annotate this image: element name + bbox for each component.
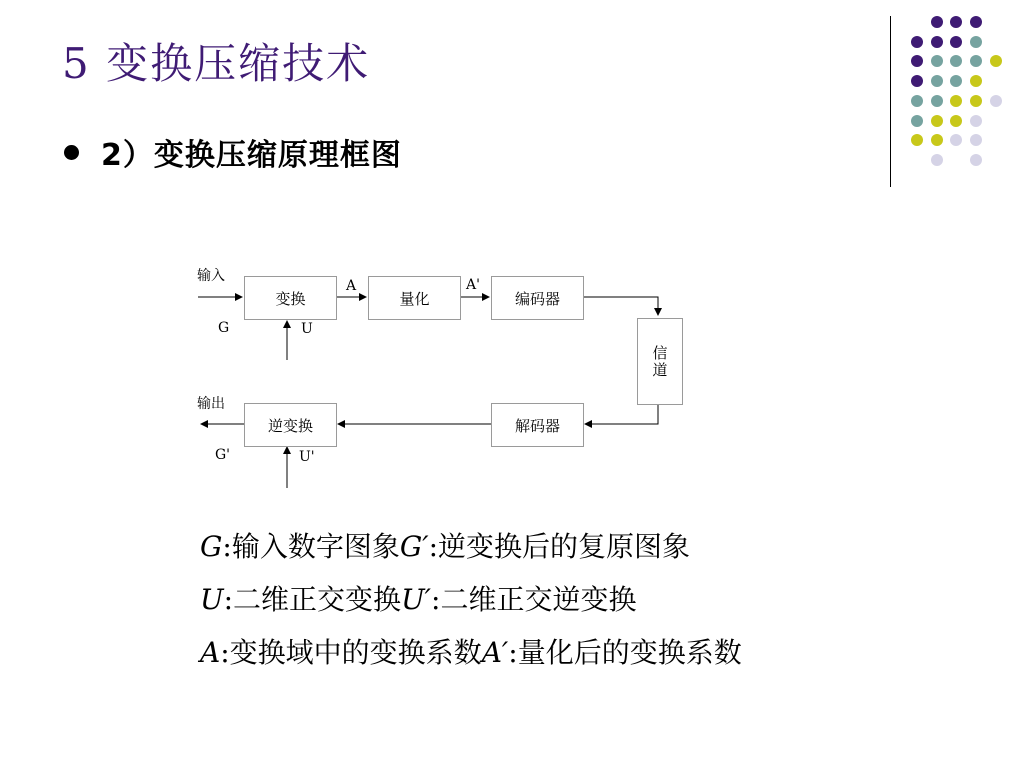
legend-description: 逆变换后的复原图象 xyxy=(438,530,691,563)
encoder-box: 编码器 xyxy=(491,276,584,320)
decorative-dot xyxy=(931,36,943,48)
legend-line: A:变换域中的变换系数A′:量化后的变换系数 xyxy=(200,636,742,669)
legend xyxy=(200,520,742,679)
legend-symbol: G′ xyxy=(399,530,429,563)
decorative-dot xyxy=(911,75,923,87)
decorative-dot xyxy=(970,36,982,48)
a-label: A xyxy=(346,278,357,294)
decorative-dot xyxy=(931,134,943,146)
input-label: 输入 xyxy=(197,268,225,284)
legend-symbol: U xyxy=(200,583,224,616)
decorative-dot xyxy=(950,75,962,87)
a-prime-label: A' xyxy=(466,277,480,293)
decorative-dot xyxy=(950,36,962,48)
decorative-dot xyxy=(931,154,943,166)
legend-symbol: U′ xyxy=(401,583,432,616)
legend-line: G:输入数字图象G′:逆变换后的复原图象 xyxy=(200,530,691,563)
decorative-dot xyxy=(931,95,943,107)
inverse-transform-box: 逆变换 xyxy=(244,403,337,447)
decorative-dot xyxy=(950,95,962,107)
decorative-dot xyxy=(931,75,943,87)
bullet-item xyxy=(64,128,402,176)
decorative-dot xyxy=(911,115,923,127)
u-prime-label: U' xyxy=(299,449,315,465)
decorative-dot xyxy=(931,115,943,127)
channel-box: 信道 xyxy=(637,318,683,405)
divider-line xyxy=(890,16,891,187)
decorative-dot xyxy=(970,154,982,166)
legend-description: 二维正交逆变换 xyxy=(440,583,637,616)
decorative-dot xyxy=(911,134,923,146)
decorative-dot xyxy=(950,115,962,127)
legend-symbol: G xyxy=(200,530,223,563)
legend-description: 二维正交变换 xyxy=(233,583,402,616)
decorative-dot xyxy=(970,95,982,107)
decorative-dot xyxy=(911,36,923,48)
decorative-dot xyxy=(970,115,982,127)
u-label: U xyxy=(301,321,313,337)
legend-description: 输入数字图象 xyxy=(231,530,400,563)
decorative-dot xyxy=(990,55,1002,67)
decorative-dot xyxy=(970,75,982,87)
decorative-dot xyxy=(950,55,962,67)
transform-box: 变换 xyxy=(244,276,337,320)
arrow-to-channel xyxy=(583,297,658,315)
g-label: G xyxy=(218,320,230,336)
decorative-dot xyxy=(950,16,962,28)
g-prime-label: G' xyxy=(215,447,231,463)
output-label: 输出 xyxy=(197,396,225,412)
bullet-text: 2）变换压缩原理框图 xyxy=(101,138,402,173)
decorative-dot xyxy=(931,55,943,67)
decoder-box: 解码器 xyxy=(491,403,584,447)
legend-symbol: A′ xyxy=(481,636,509,669)
decorative-dot xyxy=(911,95,923,107)
bullet-dot-icon xyxy=(64,145,79,160)
legend-line: U:二维正交变换U′:二维正交逆变换 xyxy=(200,583,637,616)
decorative-dot xyxy=(970,55,982,67)
legend-symbol: A xyxy=(200,636,221,669)
decorative-dot xyxy=(970,134,982,146)
legend-description: 变换域中的变换系数 xyxy=(229,636,482,669)
legend-description: 量化后的变换系数 xyxy=(517,636,742,669)
slide-title: 5 变换压缩技术 xyxy=(62,39,371,88)
arrow-to-decoder xyxy=(585,404,658,424)
decorative-dot xyxy=(931,16,943,28)
quantize-box: 量化 xyxy=(368,276,461,320)
decorative-dot xyxy=(911,55,923,67)
decorative-dot xyxy=(950,134,962,146)
decorative-dot xyxy=(970,16,982,28)
decorative-dot xyxy=(990,95,1002,107)
